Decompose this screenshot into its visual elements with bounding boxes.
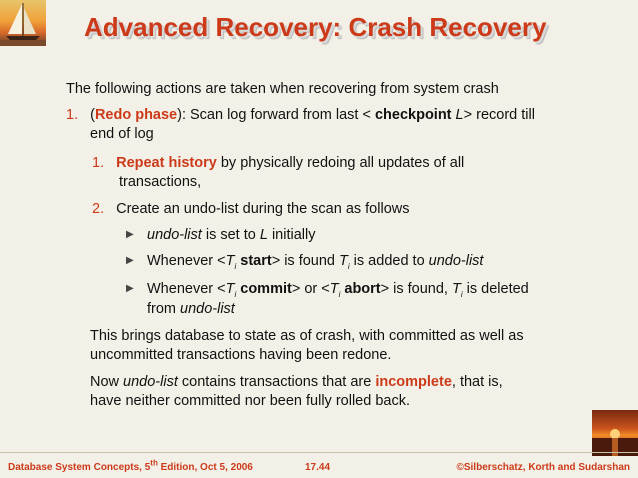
bullet-3-text-c: > is found, <box>380 281 452 297</box>
step-1-open-paren: ( <box>90 107 95 123</box>
start-keyword: start <box>236 253 272 269</box>
sub-step-1-text-a: by physically redoing all updates of all <box>216 155 465 171</box>
bullet-2-T: T <box>225 253 235 269</box>
para-2-text-b: contains transactions that are <box>177 374 376 390</box>
commit-keyword: commit <box>236 281 292 297</box>
para-2-line-1 <box>90 373 503 392</box>
bullet-2-text-c: is added to <box>349 253 429 269</box>
footer-left-b: Edition, Oct 5, 2006 <box>157 462 253 473</box>
sub-step-2 <box>92 200 409 219</box>
para-2-text-c: , that is, <box>451 374 503 390</box>
bullet-2-text-b: > is found <box>271 253 340 269</box>
repeat-history-label: Repeat history <box>116 155 217 171</box>
bullet-3-T3: T <box>451 281 461 297</box>
step-1-number: 1. <box>66 107 79 123</box>
sub-step-1-line-2: transactions, <box>119 174 202 190</box>
bullet-3-text-e: from <box>147 301 181 317</box>
bullet-3-line-2 <box>147 300 235 319</box>
sub-step-2-number: 2. <box>92 201 105 217</box>
bullet-1-text-a: is set to <box>201 227 260 243</box>
para-2-text-a: Now <box>90 374 124 390</box>
intro-text: The following actions are taken when recovering from system crash <box>66 81 499 97</box>
checkpoint-keyword: checkpoint <box>374 107 452 123</box>
sub-step-1-number: 1. <box>92 155 105 171</box>
footer-page-number: 17.44 <box>305 462 331 473</box>
abort-keyword: abort <box>340 281 381 297</box>
bullet-3-T: T <box>225 281 235 297</box>
bullet-1 <box>147 226 315 245</box>
slide-title: Advanced Recovery: Crash Recovery <box>84 12 547 42</box>
bullet-3-text-b: > or < <box>291 281 330 297</box>
undo-list-term: undo-list <box>428 253 484 269</box>
step-1-L: L <box>455 107 464 123</box>
bullet-3-i2: i <box>338 289 341 299</box>
undo-list-term: undo-list <box>180 301 235 317</box>
footer-copyright: ©Silberschatz, Korth and Sudarshan <box>456 462 630 473</box>
bullet-2-text-a: Whenever < <box>147 253 226 269</box>
bullet-arrow-icon: ▶ <box>126 283 134 294</box>
footer-left-sup: th <box>150 458 158 468</box>
sub-step-1 <box>92 154 464 173</box>
bullet-3-text-d: is deleted <box>462 281 529 297</box>
sub-step-2-text: Create an undo-list during the scan as follows <box>116 201 410 217</box>
bullet-2-i: i <box>234 261 237 271</box>
redo-phase-label: Redo phase <box>94 107 178 123</box>
undo-list-term: undo-list <box>123 374 178 390</box>
bullet-3 <box>147 280 529 299</box>
footer-divider <box>0 452 638 453</box>
para-1-line-1: This brings database to state as of crash, with committed as well as <box>90 328 524 344</box>
bullet-2 <box>147 252 483 271</box>
bullet-3-i: i <box>234 289 237 299</box>
para-2-line-2: have neither committed nor been fully rolled back. <box>90 393 410 409</box>
step-1-text-b: > record till <box>463 107 535 123</box>
sunset-image-icon <box>592 410 638 456</box>
step-1-text-a: ): Scan log forward from last < <box>177 107 375 123</box>
bullet-3-text-a: Whenever < <box>147 281 226 297</box>
bullet-3-T2: T <box>329 281 339 297</box>
bullet-arrow-icon: ▶ <box>126 229 134 240</box>
bullet-2-i2: i <box>347 261 350 271</box>
bullet-1-L: L <box>259 227 268 243</box>
incomplete-label: incomplete <box>375 374 452 390</box>
bullet-1-text-b: initially <box>267 227 316 243</box>
bullet-3-i3: i <box>460 289 463 299</box>
step-1-line-2: end of log <box>90 126 154 142</box>
bullet-arrow-icon: ▶ <box>126 255 134 266</box>
step-1 <box>66 106 535 125</box>
footer-left-a: Database System Concepts, 5 <box>8 462 151 473</box>
footer-left <box>8 458 253 473</box>
undo-list-term: undo-list <box>147 227 202 243</box>
bullet-2-T2: T <box>339 253 348 269</box>
para-1-line-2: uncommitted transactions having been redone. <box>90 347 392 363</box>
